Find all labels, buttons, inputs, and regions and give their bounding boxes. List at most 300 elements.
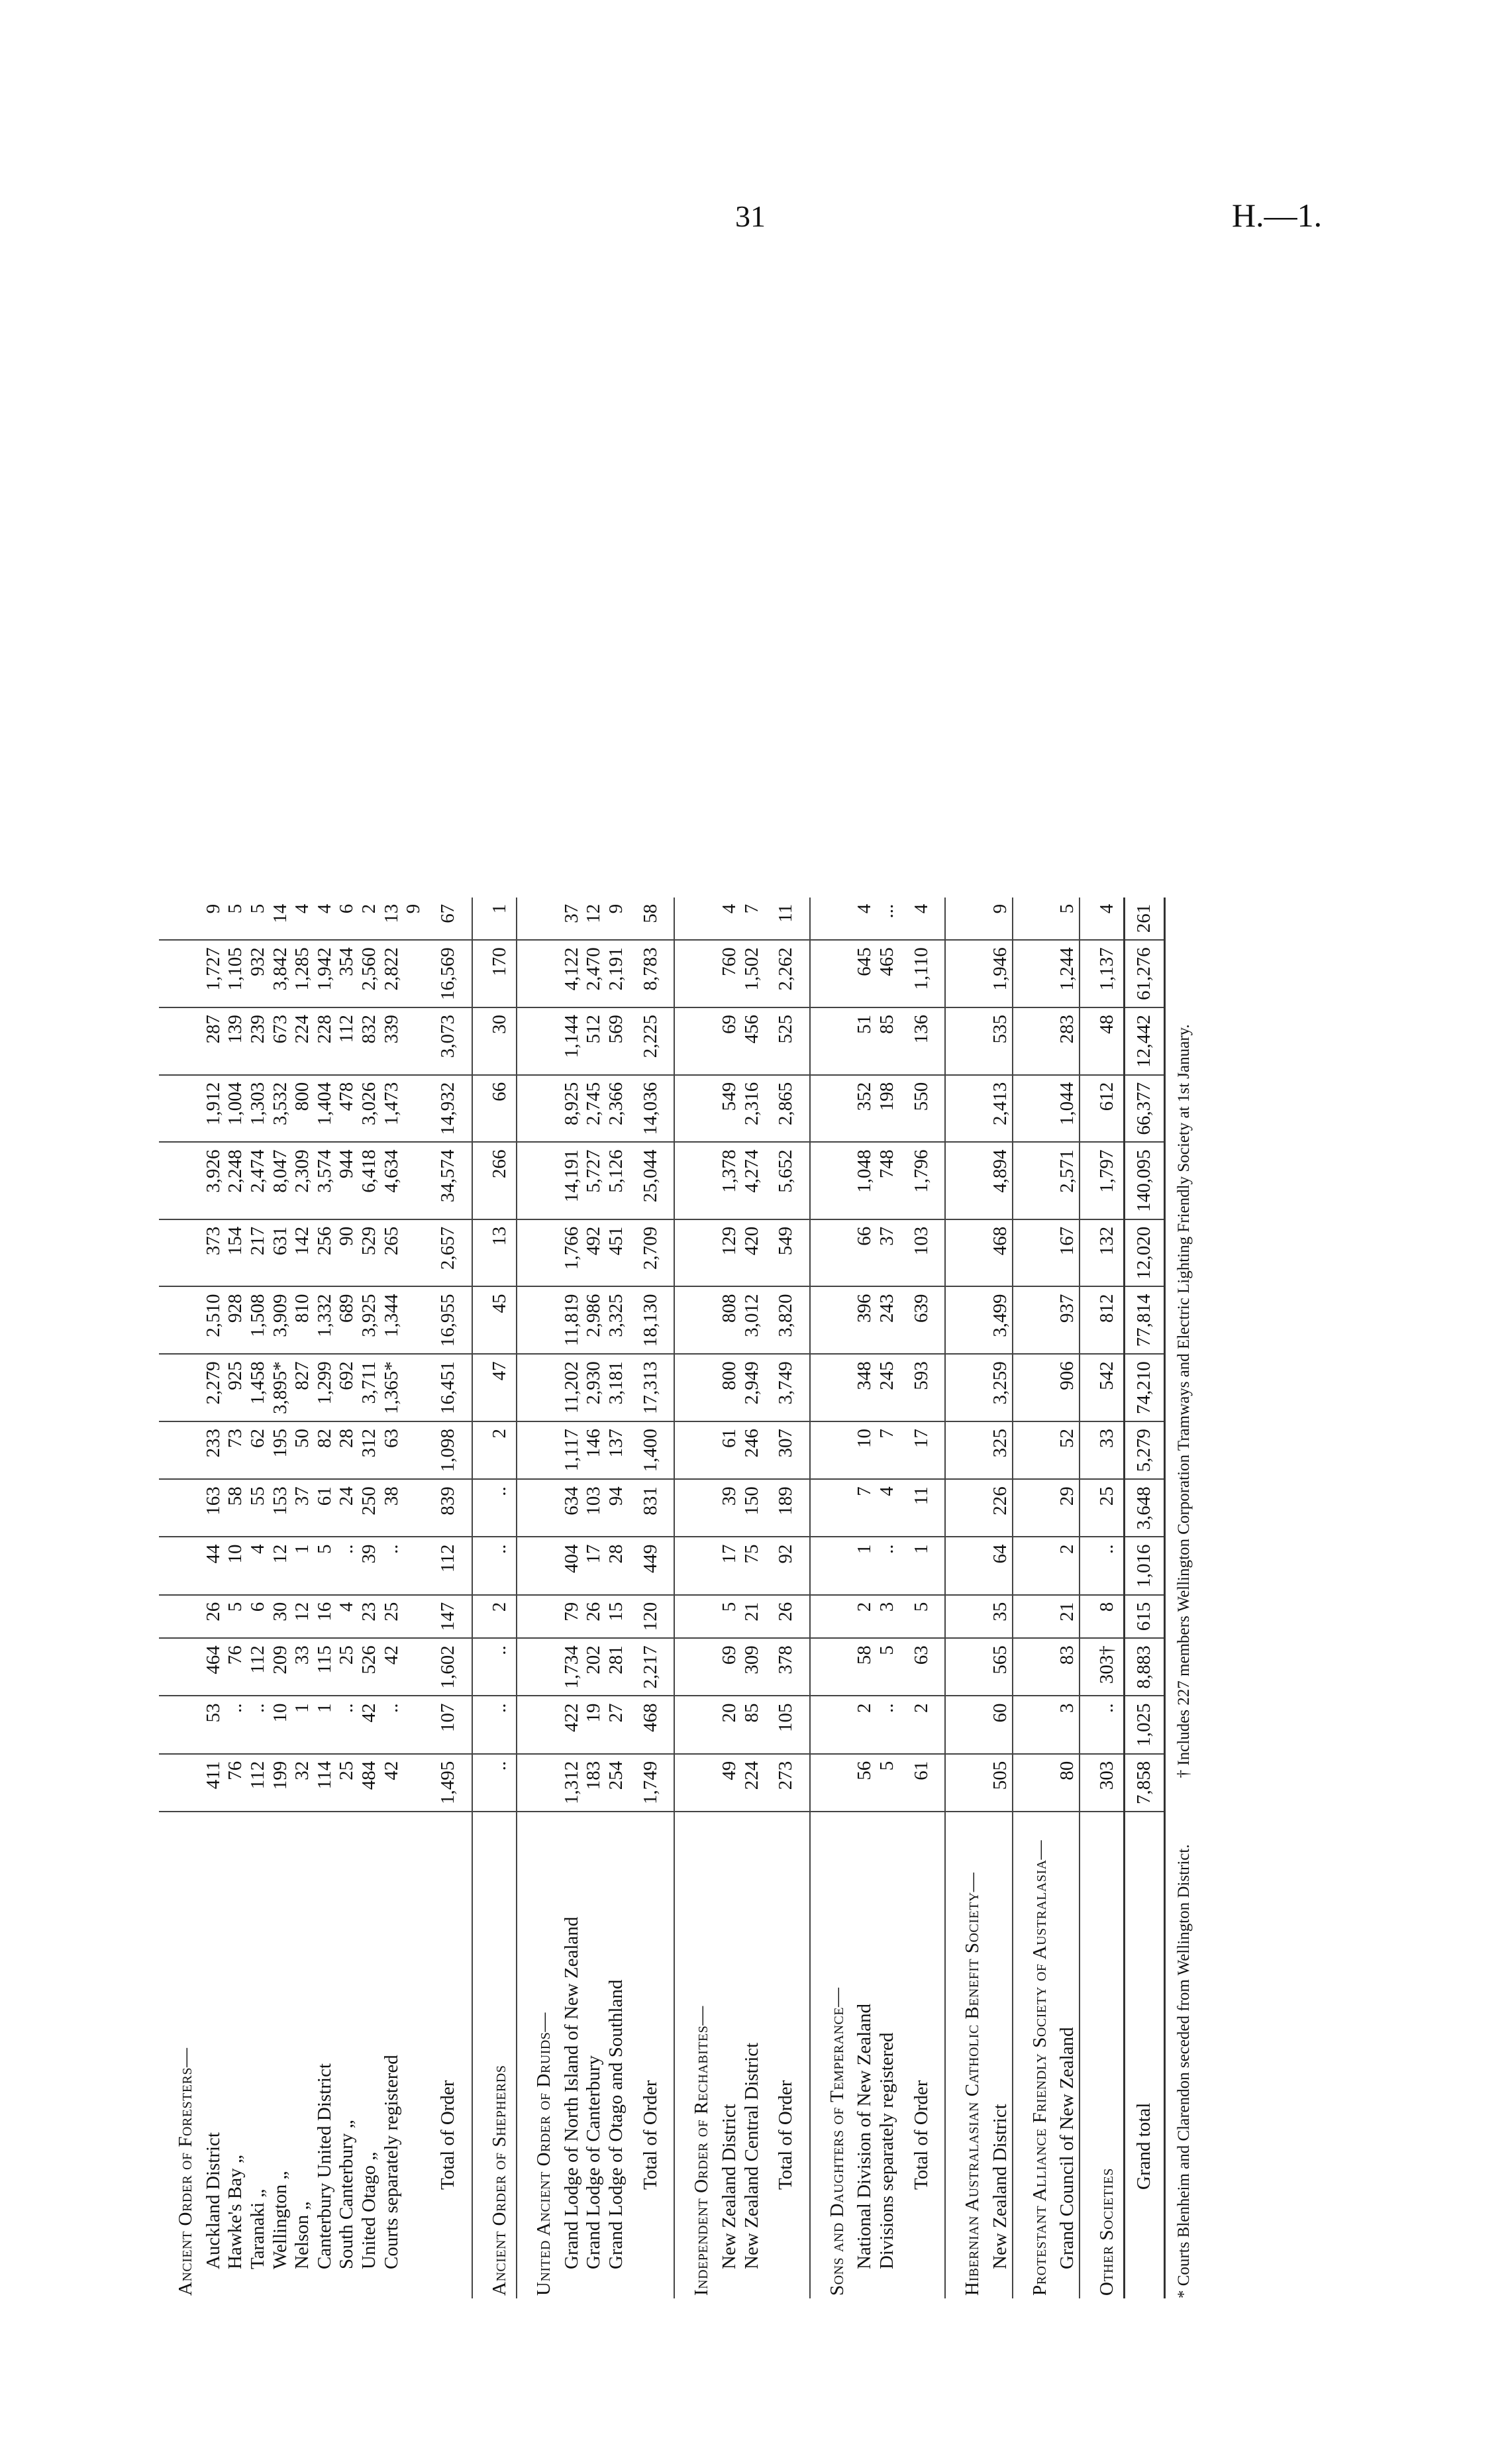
table-cell: 4	[314, 898, 336, 941]
table-cell: 107	[425, 1696, 472, 1754]
row-label-text: New Zealand Central District	[740, 2042, 762, 2269]
table-cell: 4,274	[741, 1143, 764, 1219]
row-label	[1013, 1812, 1057, 2298]
table-cell: 28	[605, 1537, 628, 1595]
row-label	[583, 1812, 605, 2298]
table-cell: 1,946	[989, 940, 1013, 1007]
table-cell: 11,819	[561, 1287, 583, 1355]
row-label	[159, 1812, 203, 2298]
table-cell	[517, 1354, 561, 1421]
table-cell: 3,895*	[270, 1354, 292, 1421]
table-cell	[674, 1354, 719, 1421]
table-cell	[159, 1696, 203, 1754]
table-cell: 17	[583, 1537, 605, 1595]
table-cell: 16	[314, 1595, 336, 1639]
table-cell: 1,025	[1125, 1696, 1165, 1754]
table-cell: 29	[1056, 1479, 1080, 1537]
row-label	[1056, 1812, 1080, 2298]
table-cell: 33	[1080, 1421, 1125, 1479]
table-cell: 420	[741, 1219, 764, 1287]
table-cell: 7,858	[1125, 1754, 1165, 1812]
table-cell	[674, 898, 719, 941]
table-cell: 66	[472, 1075, 517, 1143]
table-cell: 26	[763, 1595, 810, 1639]
row-label-text: Grand Lodge of Otago and Southland	[605, 1979, 627, 2269]
table-cell	[674, 1537, 719, 1595]
table-cell: 1,365*	[381, 1354, 403, 1421]
table-cell: 224	[291, 1007, 314, 1075]
row-label-text: Divisions separately registered	[876, 2032, 897, 2269]
table-row	[741, 898, 764, 2298]
table-cell: 287	[203, 1007, 225, 1075]
table-cell: 1,473	[381, 1075, 403, 1143]
table-cell: 5,727	[583, 1143, 605, 1219]
row-label-text: South Canterbury „	[336, 2120, 358, 2269]
row-label-text: Grand Council of New Zealand	[1056, 2027, 1078, 2269]
table-cell: 944	[336, 1143, 358, 1219]
table-cell: 1	[899, 1537, 946, 1595]
table-cell: 348	[854, 1354, 876, 1421]
table-cell: 2,470	[583, 940, 605, 1007]
table-cell: 673	[270, 1007, 292, 1075]
table-cell: 3,926	[203, 1143, 225, 1219]
table-cell	[159, 1595, 203, 1639]
table-cell: 5	[247, 898, 270, 941]
table-cell	[517, 1696, 561, 1754]
table-cell: 1,299	[314, 1354, 336, 1421]
table-cell: 2	[854, 1696, 876, 1754]
table-cell	[403, 1638, 425, 1696]
table-cell: 748	[876, 1143, 899, 1219]
table-cell: 8,925	[561, 1075, 583, 1143]
table-cell: ..	[336, 1537, 358, 1595]
table-row	[270, 898, 292, 2298]
table-cell: 61	[899, 1754, 946, 1812]
table-cell	[517, 1421, 561, 1479]
table-row	[358, 898, 381, 2298]
table-cell	[674, 1143, 719, 1219]
row-label-text: Auckland District	[202, 2132, 224, 2269]
table-row	[605, 898, 628, 2298]
table-cell: 38	[381, 1479, 403, 1537]
table-cell: 246	[741, 1421, 764, 1479]
table-cell	[945, 1007, 989, 1075]
table-cell: 1,312	[561, 1754, 583, 1812]
table-cell: 58	[628, 898, 675, 941]
row-label-text: Total of Order	[910, 2080, 932, 2190]
table-cell	[1013, 1354, 1057, 1421]
table-cell	[674, 1287, 719, 1355]
table-cell: 505	[989, 1754, 1013, 1812]
total-row	[763, 898, 810, 2298]
table-cell: 140,095	[1125, 1143, 1165, 1219]
section-heading: Ancient Order of Foresters—	[175, 2047, 196, 2296]
table-cell	[810, 1754, 854, 1812]
table-cell: 67	[425, 898, 472, 941]
table-cell: 1,105	[225, 940, 247, 1007]
table-cell	[810, 1354, 854, 1421]
table-row	[854, 898, 876, 2298]
table-cell: 103	[899, 1219, 946, 1287]
table-cell: 631	[270, 1219, 292, 1287]
table-cell: 1	[291, 1696, 314, 1754]
table-cell: 1,400	[628, 1421, 675, 1479]
table-cell: 26	[583, 1595, 605, 1639]
section-heading: Protestant Alliance Friendly Society of Australasia—	[1029, 1839, 1050, 2296]
table-cell: 3,181	[605, 1354, 628, 1421]
table-cell	[159, 1219, 203, 1287]
table-cell	[403, 1354, 425, 1421]
table-cell: 85	[741, 1696, 764, 1754]
table-cell: 61,276	[1125, 940, 1165, 1007]
table-cell	[810, 1595, 854, 1639]
table-cell: 689	[336, 1287, 358, 1355]
table-cell: 1,137	[1080, 940, 1125, 1007]
table-cell: 45	[472, 1287, 517, 1355]
table-cell: 8,883	[1125, 1638, 1165, 1696]
row-label-text: Courts separately registered	[380, 2055, 402, 2269]
table-cell: 634	[561, 1479, 583, 1537]
row-label	[605, 1812, 628, 2298]
table-cell: 55	[247, 1479, 270, 1537]
table-cell	[810, 1007, 854, 1075]
table-cell: 692	[336, 1354, 358, 1421]
row-label	[989, 1812, 1013, 2298]
row-label-text: New Zealand District	[718, 2104, 740, 2269]
table-cell: 209	[270, 1638, 292, 1696]
table-cell	[945, 1537, 989, 1595]
table-cell	[945, 940, 989, 1007]
row-label	[719, 1812, 741, 2298]
table-cell	[517, 1638, 561, 1696]
table-cell: 615	[1125, 1595, 1165, 1639]
row-label-text: Total of Order	[436, 2080, 458, 2190]
table-cell	[159, 1479, 203, 1537]
section-heading: Sons and Daughters of Temperance—	[826, 1987, 848, 2296]
row-label	[763, 1812, 810, 2298]
table-cell: 3,574	[314, 1143, 336, 1219]
table-cell	[159, 1354, 203, 1421]
table-cell: 52	[1056, 1421, 1080, 1479]
table-cell: 281	[605, 1638, 628, 1696]
table-cell: 129	[719, 1219, 741, 1287]
table-cell: 13	[381, 898, 403, 941]
row-label-text: Nelson „	[291, 2201, 313, 2269]
row-label	[517, 1812, 561, 2298]
table-cell: 325	[989, 1421, 1013, 1479]
table-cell: 228	[314, 1007, 336, 1075]
table-cell	[1013, 1479, 1057, 1537]
table-cell: 198	[876, 1075, 899, 1143]
table-cell: 146	[583, 1421, 605, 1479]
table-cell	[159, 1075, 203, 1143]
table-cell: 906	[1056, 1354, 1080, 1421]
table-cell: 163	[203, 1479, 225, 1537]
table-cell: 94	[605, 1479, 628, 1537]
table-cell: 565	[989, 1638, 1013, 1696]
row-label	[741, 1812, 764, 2298]
table-cell: 2,986	[583, 1287, 605, 1355]
table-cell: 7	[876, 1421, 899, 1479]
table-cell: 3	[1056, 1696, 1080, 1754]
rotated-table-sheet	[159, 285, 1291, 2298]
table-cell: 90	[336, 1219, 358, 1287]
table-cell: 3,012	[741, 1287, 764, 1355]
table-cell: 5	[876, 1754, 899, 1812]
row-label-text: New Zealand District	[989, 2104, 1011, 2269]
table-cell: 593	[899, 1354, 946, 1421]
table-cell: 5	[876, 1638, 899, 1696]
table-cell	[403, 1479, 425, 1537]
table-cell: 1,942	[314, 940, 336, 1007]
table-cell: 49	[719, 1754, 741, 1812]
table-cell: 2	[472, 1595, 517, 1639]
table-cell: 1,495	[425, 1754, 472, 1812]
table-cell: 56	[854, 1754, 876, 1812]
table-cell: 12	[291, 1595, 314, 1639]
table-cell: 468	[989, 1219, 1013, 1287]
table-cell: 11,202	[561, 1354, 583, 1421]
table-cell: 2,510	[203, 1287, 225, 1355]
table-cell: 1,117	[561, 1421, 583, 1479]
table-cell: 5	[314, 1537, 336, 1595]
table-cell	[1013, 1595, 1057, 1639]
table-cell: 1,098	[425, 1421, 472, 1479]
table-cell: 10	[270, 1696, 292, 1754]
table-cell: 4	[336, 1595, 358, 1639]
table-cell	[1013, 1075, 1057, 1143]
table-cell: 14,036	[628, 1075, 675, 1143]
table-cell: 217	[247, 1219, 270, 1287]
table-row	[1125, 898, 1165, 2298]
table-cell: 525	[763, 1007, 810, 1075]
table-cell	[674, 1421, 719, 1479]
table-cell: 3,909	[270, 1287, 292, 1355]
table-row	[1080, 898, 1125, 2298]
table-cell: ..	[247, 1696, 270, 1754]
table-cell: 1,110	[899, 940, 946, 1007]
table-cell: 312	[358, 1421, 381, 1479]
table-cell: 827	[291, 1354, 314, 1421]
table-cell: 17,313	[628, 1354, 675, 1421]
table-cell: 5	[899, 1595, 946, 1639]
table-cell: 484	[358, 1754, 381, 1812]
table-cell	[403, 1754, 425, 1812]
table-cell	[810, 1638, 854, 1696]
table-cell: 5,652	[763, 1143, 810, 1219]
table-cell: 42	[381, 1754, 403, 1812]
table-cell: 549	[719, 1075, 741, 1143]
table-cell: 1,749	[628, 1754, 675, 1812]
table-cell: 810	[291, 1287, 314, 1355]
table-cell: 32	[291, 1754, 314, 1812]
table-cell	[945, 1638, 989, 1696]
table-cell: 4	[1080, 898, 1125, 941]
table-row	[203, 898, 225, 2298]
total-row	[425, 898, 472, 2298]
table-cell	[1013, 1754, 1057, 1812]
friendly-societies-table	[159, 898, 1166, 2298]
table-cell: 37	[876, 1219, 899, 1287]
table-cell: 66	[854, 1219, 876, 1287]
row-label-text: Grand Lodge of North Island of New Zealand	[560, 1916, 582, 2269]
table-cell	[517, 1479, 561, 1537]
table-cell	[1013, 1696, 1057, 1754]
table-cell: 303†	[1080, 1638, 1125, 1696]
section-heading-row	[517, 898, 561, 2298]
table-cell: 2	[854, 1595, 876, 1639]
row-label	[876, 1812, 899, 2298]
table-cell: 33	[291, 1638, 314, 1696]
table-cell: 1,332	[314, 1287, 336, 1355]
table-cell: 1,285	[291, 940, 314, 1007]
table-cell: 226	[989, 1479, 1013, 1537]
section-heading: Other Societies	[1095, 2168, 1117, 2296]
table-cell: 3,925	[358, 1287, 381, 1355]
table-cell: ..	[472, 1638, 517, 1696]
table-cell: 233	[203, 1421, 225, 1479]
table-cell: 2,560	[358, 940, 381, 1007]
section-heading-row	[674, 898, 719, 2298]
table-cell	[810, 1287, 854, 1355]
table-cell: 11	[763, 898, 810, 941]
table-cell	[159, 1007, 203, 1075]
table-cell: 760	[719, 940, 741, 1007]
table-cell: 1,378	[719, 1143, 741, 1219]
table-cell	[945, 1421, 989, 1479]
table-cell: 10	[225, 1537, 247, 1595]
table-cell: ..	[336, 1696, 358, 1754]
table-cell: 80	[1056, 1754, 1080, 1812]
table-cell	[403, 1219, 425, 1287]
table-cell: 2,822	[381, 940, 403, 1007]
table-cell	[810, 1143, 854, 1219]
table-cell: 535	[989, 1007, 1013, 1075]
table-cell: 2,949	[741, 1354, 764, 1421]
table-cell: 61	[719, 1421, 741, 1479]
table-cell: 5	[225, 1595, 247, 1639]
table-cell	[1013, 940, 1057, 1007]
table-cell: 48	[1080, 1007, 1125, 1075]
table-cell: 569	[605, 1007, 628, 1075]
row-label-text: National Division of New Zealand	[854, 2003, 876, 2269]
table-cell: ..	[381, 1696, 403, 1754]
table-cell: 645	[854, 940, 876, 1007]
table-cell: 1,796	[899, 1143, 946, 1219]
table-cell: 35	[989, 1595, 1013, 1639]
table-cell	[159, 898, 203, 941]
table-cell: 2,571	[1056, 1143, 1080, 1219]
table-cell	[674, 1479, 719, 1537]
table-cell: 18,130	[628, 1287, 675, 1355]
table-cell	[674, 1219, 719, 1287]
table-cell: 17	[719, 1537, 741, 1595]
table-cell: 5	[719, 1595, 741, 1639]
table-cell	[674, 940, 719, 1007]
table-cell	[810, 1537, 854, 1595]
table-cell: 9	[203, 898, 225, 941]
table-cell: 8,047	[270, 1143, 292, 1219]
table-cell: 69	[719, 1007, 741, 1075]
row-label-text: Taranaki „	[246, 2188, 268, 2269]
table-cell: 2,191	[605, 940, 628, 1007]
table-cell	[810, 1219, 854, 1287]
table-cell: 189	[763, 1479, 810, 1537]
table-cell: 136	[899, 1007, 946, 1075]
row-label	[203, 1812, 225, 2298]
table-cell: ..	[472, 1537, 517, 1595]
footnote-asterisk: * Courts Blenheim and Clarendon seceded from Wellington District.	[1175, 1844, 1193, 2298]
table-cell: 1,727	[203, 940, 225, 1007]
table-cell: 1,797	[1080, 1143, 1125, 1219]
table-cell: 58	[854, 1638, 876, 1696]
table-cell: 352	[854, 1075, 876, 1143]
table-cell: 549	[763, 1219, 810, 1287]
table-cell: 239	[247, 1007, 270, 1075]
table-cell: 167	[1056, 1219, 1080, 1287]
row-label	[270, 1812, 292, 2298]
row-label-text: Wellington „	[269, 2171, 291, 2269]
table-cell	[517, 1219, 561, 1287]
table-cell: 4	[876, 1479, 899, 1537]
table-cell: 2,474	[247, 1143, 270, 1219]
table-cell: 2,413	[989, 1075, 1013, 1143]
section-heading-row	[159, 898, 203, 2298]
table-cell	[1013, 1143, 1057, 1219]
table-cell	[810, 940, 854, 1007]
table-cell: 2,366	[605, 1075, 628, 1143]
table-cell	[517, 1287, 561, 1355]
table-cell: 14,191	[561, 1143, 583, 1219]
table-cell: 16,569	[425, 940, 472, 1007]
table-cell: ..	[1080, 1537, 1125, 1595]
table-cell: 2,865	[763, 1075, 810, 1143]
table-cell	[674, 1007, 719, 1075]
table-cell: 53	[203, 1696, 225, 1754]
table-cell	[945, 1479, 989, 1537]
table-cell: 30	[270, 1595, 292, 1639]
table-cell	[403, 1075, 425, 1143]
table-cell: 12	[583, 898, 605, 941]
row-label-text: United Otago „	[358, 2151, 379, 2269]
table-cell: 4,122	[561, 940, 583, 1007]
table-cell: 51	[854, 1007, 876, 1075]
table-row	[876, 898, 899, 2298]
table-cell	[674, 1638, 719, 1696]
row-label	[336, 1812, 358, 2298]
row-label	[1125, 1812, 1165, 2298]
table-cell: 17	[899, 1421, 946, 1479]
row-label	[810, 1812, 854, 2298]
table-cell	[674, 1754, 719, 1812]
table-cell: 183	[583, 1754, 605, 1812]
row-label	[945, 1812, 989, 2298]
table-cell: 79	[561, 1595, 583, 1639]
table-cell: 76	[225, 1754, 247, 1812]
table-cell: 3,648	[1125, 1479, 1165, 1537]
table-cell: 928	[225, 1287, 247, 1355]
table-cell: 21	[1056, 1595, 1080, 1639]
row-label	[314, 1812, 336, 2298]
table-cell	[159, 1638, 203, 1696]
table-cell: 21	[741, 1595, 764, 1639]
table-cell: 3,842	[270, 940, 292, 1007]
table-row	[381, 898, 403, 2298]
table-cell: 529	[358, 1219, 381, 1287]
row-label	[225, 1812, 247, 2298]
row-label	[472, 1812, 517, 2298]
section-heading: Hibernian Australasian Catholic Benefit Society—	[962, 1872, 983, 2296]
